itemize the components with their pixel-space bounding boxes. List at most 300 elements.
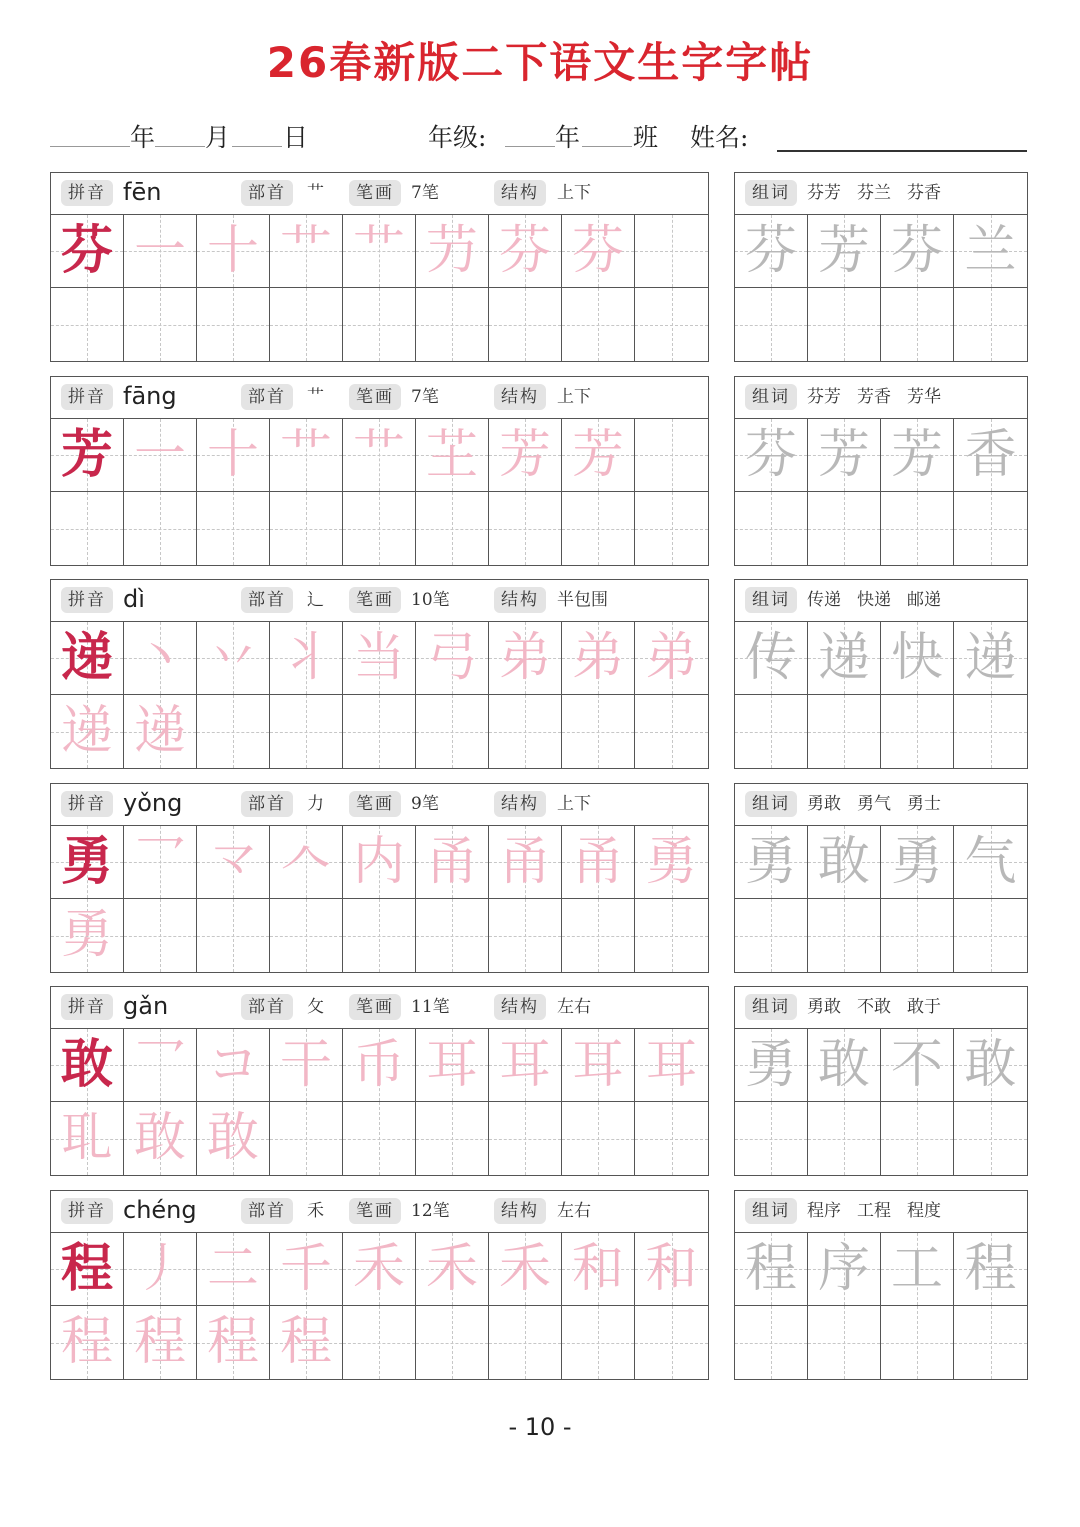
practice-cell[interactable] [562, 695, 635, 768]
practice-cell[interactable] [51, 215, 124, 288]
stroke-order-char: 𠆢 [279, 832, 332, 892]
word-practice-cell[interactable] [954, 215, 1027, 288]
trace-char [124, 288, 196, 361]
practice-cell[interactable] [562, 215, 635, 288]
stroke-order-char: 禾 [425, 1239, 478, 1299]
practice-cell[interactable] [124, 288, 197, 361]
practice-cell[interactable] [562, 1029, 635, 1102]
practice-cell[interactable] [270, 695, 343, 768]
practice-cell[interactable] [51, 1029, 124, 1102]
word-practice-cell[interactable] [735, 1233, 808, 1306]
practice-cell[interactable] [343, 899, 416, 972]
word-trace-char: 不 [890, 1035, 943, 1095]
words-panel [734, 172, 1028, 362]
word-trace-char: 递 [817, 628, 870, 688]
words-grid [735, 826, 1027, 972]
stroke-order-char: 禾 [498, 1239, 551, 1299]
stroke-order-char: 弟 [571, 628, 624, 688]
structure-tag: 结构 [494, 587, 546, 613]
practice-grid [51, 826, 708, 972]
practice-cell[interactable] [197, 622, 270, 695]
practice-cell[interactable] [270, 1306, 343, 1379]
words-list [807, 992, 957, 1022]
practice-cell[interactable] [416, 899, 489, 972]
radical-value: 禾 [307, 1201, 324, 1221]
practice-cell[interactable] [562, 1306, 635, 1379]
practice-cell[interactable] [197, 419, 270, 492]
stroke-order-char: 乛 [133, 1035, 186, 1095]
trace-char [270, 288, 342, 361]
pinyin-value: dì [123, 585, 145, 613]
practice-cell[interactable] [270, 1102, 343, 1175]
strokes-value: 7笔 [411, 183, 439, 203]
trace-char [562, 1306, 634, 1379]
practice-cell[interactable] [635, 1102, 708, 1175]
word-practice-cell[interactable] [808, 215, 881, 288]
practice-cell[interactable] [635, 419, 708, 492]
name-blank[interactable] [777, 150, 1027, 152]
practice-cell[interactable] [562, 288, 635, 361]
char-info-header [51, 784, 708, 826]
info-line [50, 118, 1030, 158]
practice-cell[interactable] [562, 1102, 635, 1175]
practice-cell[interactable] [416, 419, 489, 492]
practice-cell[interactable] [270, 288, 343, 361]
stroke-order-char: コ [206, 1035, 259, 1095]
practice-cell[interactable] [489, 622, 562, 695]
practice-cell[interactable] [270, 1029, 343, 1102]
practice-panel [50, 783, 709, 973]
char-block [50, 1190, 1028, 1380]
word-practice-cell[interactable] [881, 1102, 954, 1175]
practice-cell[interactable] [51, 288, 124, 361]
practice-cell[interactable] [416, 1029, 489, 1102]
practice-cell[interactable] [635, 622, 708, 695]
class-blank[interactable] [582, 146, 632, 147]
practice-cell[interactable] [489, 1233, 562, 1306]
practice-cell[interactable] [416, 622, 489, 695]
word-practice-cell[interactable] [881, 826, 954, 899]
trace-char: 程 [206, 1312, 259, 1372]
words-list [807, 585, 957, 615]
practice-cell[interactable] [270, 826, 343, 899]
practice-cell[interactable] [489, 899, 562, 972]
practice-cell[interactable] [343, 1029, 416, 1102]
practice-cell[interactable] [489, 826, 562, 899]
stroke-order-char: 二 [206, 1239, 259, 1299]
practice-cell[interactable] [489, 419, 562, 492]
model-char: 递 [60, 627, 113, 688]
practice-cell[interactable] [635, 1233, 708, 1306]
word-practice-cell[interactable] [808, 899, 881, 972]
practice-cell[interactable] [343, 1102, 416, 1175]
word-item: 芬兰 [857, 183, 891, 203]
words-list [807, 1196, 957, 1226]
page-number: - 10 - [508, 1413, 572, 1441]
trace-char [270, 1102, 342, 1175]
word-practice-cell[interactable] [954, 1306, 1027, 1379]
structure-tag: 结构 [494, 994, 546, 1020]
word-practice-cell[interactable] [954, 695, 1027, 768]
trace-char [489, 1102, 561, 1175]
practice-cell[interactable] [635, 215, 708, 288]
word-practice-cell[interactable] [954, 419, 1027, 492]
stroke-order-char: 丿 [133, 1239, 186, 1299]
radical-value: 艹 [307, 387, 324, 407]
practice-cell[interactable] [562, 622, 635, 695]
practice-cell[interactable] [416, 1233, 489, 1306]
trace-char [343, 899, 415, 972]
practice-cell[interactable] [489, 1102, 562, 1175]
practice-cell[interactable] [51, 622, 124, 695]
stroke-order-char: 弟 [498, 628, 551, 688]
word-trace-char: 敢 [964, 1035, 1017, 1095]
practice-cell[interactable] [124, 1233, 197, 1306]
strokes-tag: 笔画 [349, 587, 401, 613]
practice-cell[interactable] [416, 288, 489, 361]
word-practice-cell[interactable] [881, 1306, 954, 1379]
practice-cell[interactable] [343, 826, 416, 899]
practice-cell[interactable] [416, 492, 489, 565]
word-practice-cell[interactable] [954, 1102, 1027, 1175]
stroke-order-char: 和 [645, 1239, 698, 1299]
practice-cell[interactable] [343, 695, 416, 768]
year-blank[interactable] [50, 146, 130, 147]
practice-cell[interactable] [197, 1233, 270, 1306]
structure-value: 上下 [557, 794, 591, 814]
practice-cell[interactable] [124, 1029, 197, 1102]
pinyin-value: yǒng [123, 789, 183, 817]
trace-char [343, 288, 415, 361]
word-trace-char: 芳 [817, 425, 870, 485]
word-item: 程度 [907, 1201, 941, 1221]
word-practice-cell[interactable] [808, 622, 881, 695]
stroke-order-char: 艹 [279, 221, 332, 281]
practice-cell[interactable] [489, 288, 562, 361]
practice-grid [51, 622, 708, 768]
practice-cell[interactable] [270, 622, 343, 695]
stroke-order-char: 丷 [206, 628, 259, 688]
pinyin-value: fēn [123, 178, 162, 206]
stroke-order-char: 币 [352, 1035, 405, 1095]
pinyin-tag: 拼音 [61, 587, 113, 613]
trace-char [489, 695, 561, 768]
practice-cell[interactable] [124, 1102, 197, 1175]
practice-cell[interactable] [343, 215, 416, 288]
practice-cell[interactable] [51, 1102, 124, 1175]
strokes-value: 7笔 [411, 387, 439, 407]
trace-char [635, 1102, 708, 1175]
trace-char [416, 1102, 488, 1175]
trace-char [124, 899, 196, 972]
words-panel [734, 986, 1028, 1176]
pinyin-value: chéng [123, 1196, 197, 1224]
word-practice-cell[interactable] [954, 826, 1027, 899]
model-char: 敢 [60, 1034, 113, 1095]
month-label: 月 [205, 123, 231, 152]
structure-tag: 结构 [494, 384, 546, 410]
char-block [50, 986, 1028, 1176]
word-practice-cell[interactable] [881, 899, 954, 972]
word-practice-cell[interactable] [881, 695, 954, 768]
practice-cell[interactable] [124, 419, 197, 492]
stroke-order-char: 芬 [498, 221, 551, 281]
words-grid [735, 1233, 1027, 1379]
practice-cell[interactable] [635, 1306, 708, 1379]
word-practice-cell[interactable] [954, 899, 1027, 972]
practice-cell[interactable] [489, 492, 562, 565]
practice-cell[interactable] [343, 1233, 416, 1306]
word-practice-cell[interactable] [808, 1306, 881, 1379]
word-practice-cell[interactable] [808, 1102, 881, 1175]
words-list [807, 382, 957, 412]
practice-cell[interactable] [197, 492, 270, 565]
word-item: 芬芳 [807, 387, 841, 407]
trace-char [51, 288, 123, 361]
stroke-order-char: 芬 [571, 221, 624, 281]
word-practice-cell[interactable] [808, 419, 881, 492]
class-label: 班 [633, 123, 659, 152]
practice-cell[interactable] [197, 215, 270, 288]
pinyin-tag: 拼音 [61, 791, 113, 817]
practice-cell[interactable] [124, 1306, 197, 1379]
word-practice-cell[interactable] [735, 288, 808, 361]
practice-cell[interactable] [197, 1102, 270, 1175]
practice-cell[interactable] [562, 899, 635, 972]
char-block [50, 783, 1028, 973]
stroke-order-char: 和 [571, 1239, 624, 1299]
trace-char [124, 492, 196, 565]
practice-cell[interactable] [51, 1306, 124, 1379]
day-label: 日 [283, 123, 309, 152]
words-tag: 组词 [745, 994, 797, 1020]
word-practice-cell[interactable] [735, 695, 808, 768]
stroke-order-char: 耳 [645, 1035, 698, 1095]
word-practice-cell[interactable] [808, 492, 881, 565]
words-panel [734, 376, 1028, 566]
word-practice-cell[interactable] [735, 419, 808, 492]
stroke-order-char: 一 [133, 221, 186, 281]
pinyin-value: fāng [123, 382, 177, 410]
practice-cell[interactable] [343, 419, 416, 492]
grade-blank[interactable] [505, 146, 555, 147]
practice-cell[interactable] [124, 899, 197, 972]
practice-cell[interactable] [270, 899, 343, 972]
trace-char: 勇 [60, 905, 113, 965]
practice-cell[interactable] [270, 419, 343, 492]
practice-cell[interactable] [51, 419, 124, 492]
grade-year-label: 年 [555, 123, 581, 152]
practice-cell[interactable] [416, 215, 489, 288]
practice-cell[interactable] [489, 695, 562, 768]
word-practice-cell[interactable] [735, 1102, 808, 1175]
words-grid [735, 1029, 1027, 1175]
word-trace-char: 程 [744, 1239, 797, 1299]
word-practice-cell[interactable] [954, 1029, 1027, 1102]
word-practice-cell[interactable] [808, 1029, 881, 1102]
word-practice-cell[interactable] [954, 1233, 1027, 1306]
stroke-order-char: 艹 [279, 425, 332, 485]
trace-char: 程 [133, 1312, 186, 1372]
practice-panel [50, 376, 709, 566]
stroke-order-char: 内 [352, 832, 405, 892]
stroke-order-char: 耳 [571, 1035, 624, 1095]
stroke-order-char: 芳 [571, 425, 624, 485]
pinyin-tag: 拼音 [61, 180, 113, 206]
trace-char [197, 288, 269, 361]
practice-cell[interactable] [562, 492, 635, 565]
word-practice-cell[interactable] [954, 622, 1027, 695]
practice-panel [50, 1190, 709, 1380]
word-practice-cell[interactable] [954, 492, 1027, 565]
practice-cell[interactable] [197, 695, 270, 768]
trace-char: 程 [60, 1312, 113, 1372]
word-practice-cell[interactable] [735, 622, 808, 695]
practice-cell[interactable] [270, 492, 343, 565]
word-practice-cell[interactable] [735, 492, 808, 565]
practice-cell[interactable] [124, 215, 197, 288]
trace-char [562, 899, 634, 972]
practice-cell[interactable] [124, 492, 197, 565]
strokes-value: 12笔 [411, 1201, 450, 1221]
practice-cell[interactable] [124, 622, 197, 695]
pinyin-tag: 拼音 [61, 1198, 113, 1224]
word-trace-char: 兰 [964, 221, 1017, 281]
practice-cell[interactable] [635, 492, 708, 565]
word-practice-cell[interactable] [881, 1029, 954, 1102]
stroke-order-char: 禾 [352, 1239, 405, 1299]
stroke-order-char: 干 [279, 1035, 332, 1095]
practice-cell[interactable] [124, 826, 197, 899]
stroke-order-char: 弓 [425, 628, 478, 688]
words-tag: 组词 [745, 384, 797, 410]
practice-cell[interactable] [343, 492, 416, 565]
grade-label: 年级: [428, 123, 487, 152]
word-trace-char: 芬 [744, 425, 797, 485]
practice-cell[interactable] [343, 1306, 416, 1379]
practice-grid [51, 419, 708, 565]
structure-tag: 结构 [494, 180, 546, 206]
word-trace-char: 递 [964, 628, 1017, 688]
stroke-order-char: 耳 [425, 1035, 478, 1095]
practice-cell[interactable] [51, 1233, 124, 1306]
practice-cell[interactable] [197, 899, 270, 972]
trace-char [562, 695, 634, 768]
practice-cell[interactable] [197, 826, 270, 899]
trace-char [416, 899, 488, 972]
stroke-order-char: 艹 [352, 221, 405, 281]
structure-value: 上下 [557, 183, 591, 203]
practice-cell[interactable] [124, 695, 197, 768]
word-practice-cell[interactable] [735, 899, 808, 972]
stroke-order-char: 甬 [425, 832, 478, 892]
radical-value: 艹 [307, 183, 324, 203]
practice-cell[interactable] [635, 695, 708, 768]
word-item: 邮递 [907, 590, 941, 610]
word-practice-cell[interactable] [881, 492, 954, 565]
word-practice-cell[interactable] [735, 1306, 808, 1379]
words-header [735, 377, 1027, 419]
practice-panel [50, 579, 709, 769]
words-list [807, 789, 957, 819]
strokes-tag: 笔画 [349, 1198, 401, 1224]
practice-cell[interactable] [635, 826, 708, 899]
practice-cell[interactable] [489, 1306, 562, 1379]
word-item: 传递 [807, 590, 841, 610]
practice-cell[interactable] [51, 899, 124, 972]
radical-tag: 部首 [241, 791, 293, 817]
practice-cell[interactable] [489, 1029, 562, 1102]
word-item: 芬芳 [807, 183, 841, 203]
practice-cell[interactable] [197, 1029, 270, 1102]
practice-cell[interactable] [197, 1306, 270, 1379]
word-practice-cell[interactable] [881, 622, 954, 695]
practice-cell[interactable] [416, 695, 489, 768]
word-practice-cell[interactable] [808, 695, 881, 768]
practice-cell[interactable] [51, 826, 124, 899]
words-panel [734, 579, 1028, 769]
practice-cell[interactable] [51, 695, 124, 768]
trace-char [197, 899, 269, 972]
stroke-order-char: 十 [206, 425, 259, 485]
char-info-header [51, 580, 708, 622]
words-list [807, 178, 957, 208]
practice-cell[interactable] [416, 826, 489, 899]
word-trace-char: 芳 [817, 221, 870, 281]
practice-cell[interactable] [635, 899, 708, 972]
stroke-order-char: 芏 [425, 425, 478, 485]
practice-cell[interactable] [197, 288, 270, 361]
pinyin-tag: 拼音 [61, 384, 113, 410]
word-practice-cell[interactable] [735, 1029, 808, 1102]
practice-cell[interactable] [416, 1306, 489, 1379]
year-label: 年 [130, 123, 156, 152]
practice-cell[interactable] [635, 288, 708, 361]
practice-cell[interactable] [635, 1029, 708, 1102]
practice-cell[interactable] [51, 492, 124, 565]
word-practice-cell[interactable] [735, 826, 808, 899]
word-practice-cell[interactable] [881, 1233, 954, 1306]
word-practice-cell[interactable] [881, 288, 954, 361]
day-blank[interactable] [232, 146, 282, 147]
word-practice-cell[interactable] [954, 288, 1027, 361]
practice-cell[interactable] [562, 419, 635, 492]
practice-cell[interactable] [489, 215, 562, 288]
word-practice-cell[interactable] [735, 215, 808, 288]
word-practice-cell[interactable] [881, 215, 954, 288]
word-practice-cell[interactable] [808, 288, 881, 361]
word-practice-cell[interactable] [808, 1233, 881, 1306]
practice-cell[interactable] [343, 622, 416, 695]
word-trace-char: 勇 [744, 832, 797, 892]
trace-char [635, 492, 708, 565]
practice-cell[interactable] [562, 826, 635, 899]
word-practice-cell[interactable] [808, 826, 881, 899]
word-practice-cell[interactable] [881, 419, 954, 492]
word-item: 勇士 [907, 794, 941, 814]
month-blank[interactable] [155, 146, 205, 147]
char-block [50, 579, 1028, 769]
practice-cell[interactable] [270, 1233, 343, 1306]
word-trace-char: 程 [964, 1239, 1017, 1299]
practice-cell[interactable] [416, 1102, 489, 1175]
practice-cell[interactable] [270, 215, 343, 288]
practice-cell[interactable] [343, 288, 416, 361]
practice-cell[interactable] [562, 1233, 635, 1306]
trace-char [635, 695, 708, 768]
word-trace-char: 香 [964, 425, 1017, 485]
trace-char: 程 [279, 1312, 332, 1372]
